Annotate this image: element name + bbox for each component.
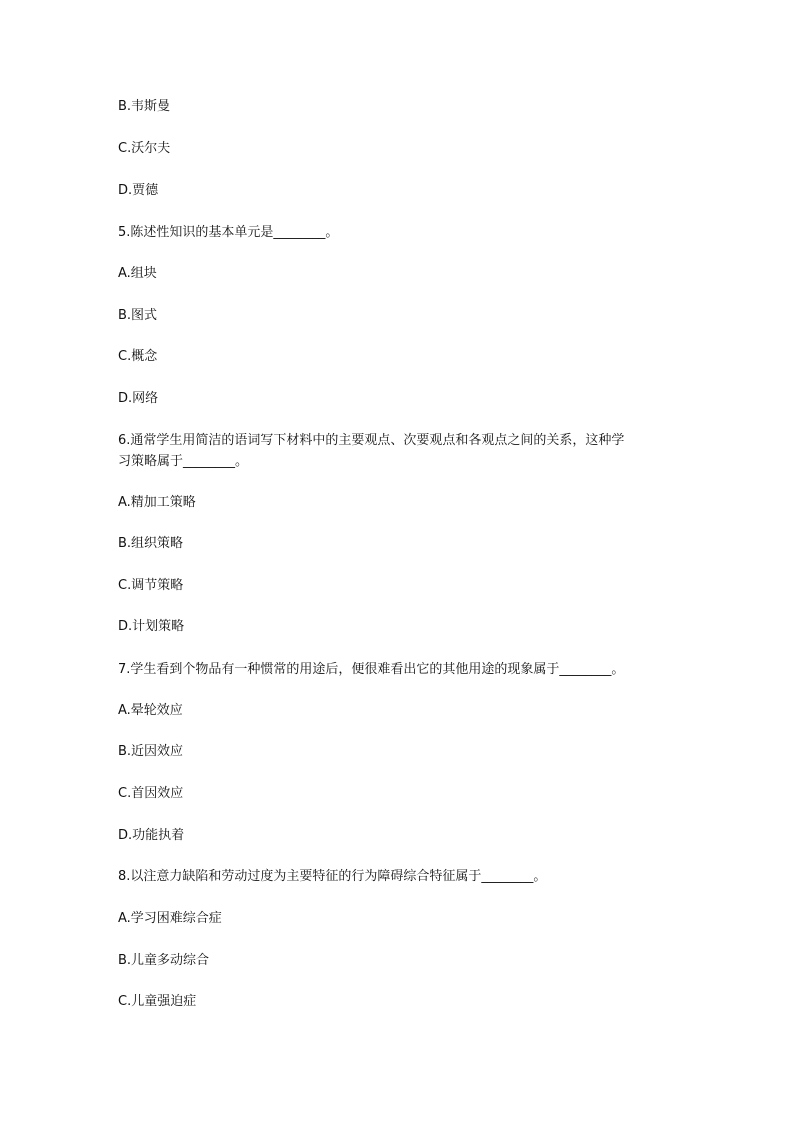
question-5: 5.陈述性知识的基本单元是________。 <box>118 225 339 240</box>
option-c-q7: C.首因效应 <box>118 786 184 801</box>
option-c-q8: C.儿童强迫症 <box>118 994 197 1009</box>
option-c-q5: C.概念 <box>118 349 158 364</box>
option-a-q6: A.精加工策略 <box>118 495 196 510</box>
option-b-q7: B.近因效应 <box>118 744 184 759</box>
question-6-line-1: 6.通常学生用简洁的语词写下材料中的主要观点、次要观点和各观点之间的关系，这种学 <box>118 433 625 448</box>
question-8: 8.以注意力缺陷和劳动过度为主要特征的行为障碍综合特征属于________。 <box>118 869 547 884</box>
option-d-q7: D.功能执着 <box>118 828 185 843</box>
option-d-q4: D.贾德 <box>118 183 159 198</box>
option-a-q5: A.组块 <box>118 266 157 281</box>
option-b-q5: B.图式 <box>118 308 158 323</box>
option-d-q5: D.网络 <box>118 391 159 406</box>
question-7: 7.学生看到个物品有一种惯常的用途后，便很难看出它的其他用途的现象属于________。 <box>118 662 625 677</box>
option-c-q6: C.调节策略 <box>118 578 184 593</box>
option-b-q8: B.儿童多动综合 <box>118 953 210 968</box>
option-c-q4: C.沃尔夫 <box>118 141 171 156</box>
option-b-q4: B.韦斯曼 <box>118 99 171 114</box>
option-d-q6: D.计划策略 <box>118 619 185 634</box>
option-a-q7: A.晕轮效应 <box>118 703 183 718</box>
option-a-q8: A.学习困难综合症 <box>118 911 222 926</box>
question-6-line-2: 习策略属于________。 <box>118 454 249 469</box>
option-b-q6: B.组织策略 <box>118 536 184 551</box>
